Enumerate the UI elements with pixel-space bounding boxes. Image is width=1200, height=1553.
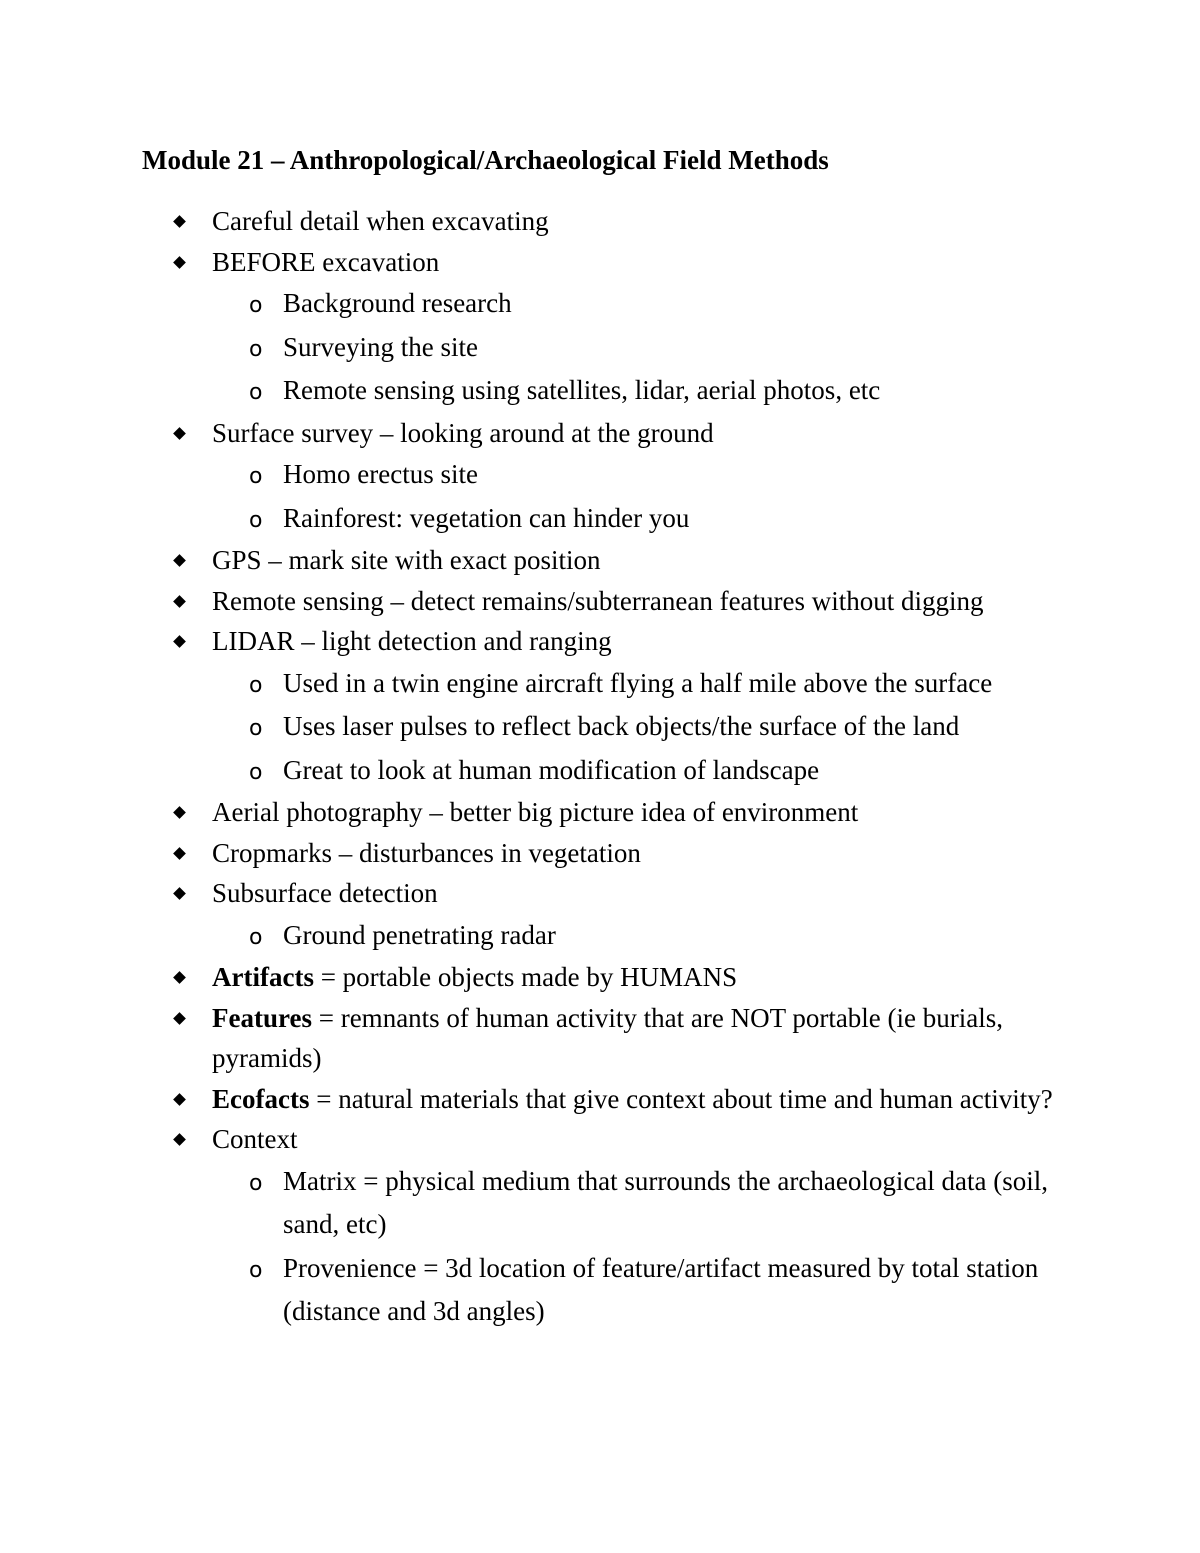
bullet-item bbox=[0, 242, 1200, 283]
bullet-text: Careful detail when excavating bbox=[212, 206, 549, 236]
sub-bullet-item bbox=[0, 705, 1200, 749]
circle-bullet-icon: o bbox=[249, 507, 263, 533]
circle-bullet-icon: o bbox=[249, 1257, 263, 1283]
sub-bullet-item bbox=[0, 497, 1200, 541]
term-label: Features bbox=[212, 1002, 312, 1033]
bullet-icon bbox=[173, 256, 186, 269]
bullet-icon bbox=[173, 554, 186, 567]
sub-bullet-item bbox=[0, 326, 1200, 370]
bullet-text: = portable objects made by HUMANS bbox=[313, 962, 738, 992]
bullet-icon bbox=[173, 847, 186, 860]
bullet-item bbox=[0, 540, 1200, 581]
sub-bullet-text: Provenience = 3d location of feature/artifact measured by total station (distance and 3d angles) bbox=[283, 1252, 1039, 1326]
circle-bullet-icon: o bbox=[249, 380, 263, 405]
sub-bullet-item bbox=[0, 914, 1200, 958]
bullet-text: Subsurface detection bbox=[212, 878, 438, 908]
bullet-text: LIDAR – light detection and ranging bbox=[212, 626, 612, 656]
document-title: Module 21 – Anthropological/Archaeological Field Methods bbox=[142, 145, 829, 175]
bullet-icon bbox=[173, 635, 186, 648]
sub-bullet-item bbox=[0, 369, 1200, 413]
term-label: Artifacts bbox=[212, 962, 314, 992]
bullet-icon bbox=[173, 887, 186, 900]
bullet-icon bbox=[173, 595, 186, 608]
sub-bullet-text: Background research bbox=[283, 288, 512, 318]
sub-bullet-text: Ground penetrating radar bbox=[283, 919, 556, 950]
bullet-item bbox=[0, 873, 1200, 914]
circle-bullet-icon: o bbox=[249, 924, 263, 950]
sub-bullet-text: Great to look at human modification of landscape bbox=[283, 754, 820, 785]
sub-bullet-item bbox=[0, 282, 1200, 326]
bullet-icon bbox=[173, 1012, 186, 1025]
bullet-item bbox=[0, 1079, 1200, 1120]
bullet-item bbox=[0, 1119, 1200, 1160]
circle-bullet-icon: o bbox=[249, 759, 263, 785]
bullet-item bbox=[0, 621, 1200, 662]
sub-bullet-text: Used in a twin engine aircraft flying a half mile above the surface bbox=[283, 667, 993, 698]
bullet-icon bbox=[173, 1093, 186, 1106]
bullet-text: = remnants of human activity that are NOT portable (ie burials, pyramids) bbox=[212, 1002, 1004, 1073]
bullet-text: Context bbox=[212, 1124, 298, 1154]
bullet-icon bbox=[173, 427, 186, 440]
bullet-outline bbox=[0, 201, 1200, 1334]
circle-bullet-icon: o bbox=[249, 672, 263, 698]
bullet-item bbox=[0, 201, 1200, 242]
bullet-icon bbox=[173, 806, 186, 819]
sub-bullet-text: Matrix = physical medium that surrounds the archaeological data (soil, sand, etc) bbox=[283, 1165, 1049, 1239]
bullet-item bbox=[0, 833, 1200, 874]
sub-bullet-item bbox=[0, 1247, 1200, 1334]
bullet-item bbox=[0, 998, 1200, 1079]
sub-bullet-text: Uses laser pulses to reflect back objects/the surface of the land bbox=[283, 711, 960, 741]
term-label: Ecofacts bbox=[212, 1083, 310, 1114]
sub-bullet-text: Rainforest: vegetation can hinder you bbox=[283, 502, 690, 533]
sub-bullet-item bbox=[0, 453, 1200, 497]
bullet-text: Surface survey – looking around at the ground bbox=[212, 417, 714, 448]
bullet-text: BEFORE excavation bbox=[212, 246, 440, 277]
circle-bullet-icon: o bbox=[249, 1170, 263, 1196]
bullet-text: Remote sensing – detect remains/subterranean features without digging bbox=[212, 585, 984, 616]
bullet-icon bbox=[173, 971, 186, 984]
bullet-item bbox=[0, 413, 1200, 454]
circle-bullet-icon: o bbox=[249, 293, 263, 318]
sub-bullet-text: Homo erectus site bbox=[283, 459, 478, 489]
sub-bullet-text: Remote sensing using satellites, lidar, aerial photos, etc bbox=[283, 375, 881, 405]
bullet-icon bbox=[173, 1133, 186, 1146]
sub-bullet-item bbox=[0, 1160, 1200, 1247]
circle-bullet-icon: o bbox=[249, 464, 263, 489]
bullet-text: Cropmarks – disturbances in vegetation bbox=[212, 837, 641, 868]
bullet-icon bbox=[173, 215, 186, 228]
sub-bullet-item bbox=[0, 749, 1200, 793]
sub-bullet-text: Surveying the site bbox=[283, 331, 478, 362]
bullet-item bbox=[0, 792, 1200, 833]
bullet-item bbox=[0, 581, 1200, 622]
bullet-item bbox=[0, 957, 1200, 998]
bullet-text: = natural materials that give context about time and human activity? bbox=[309, 1083, 1053, 1114]
bullet-text: GPS – mark site with exact position bbox=[212, 545, 601, 575]
circle-bullet-icon: o bbox=[249, 336, 263, 362]
sub-bullet-item bbox=[0, 662, 1200, 706]
bullet-text: Aerial photography – better big picture idea of environment bbox=[212, 797, 859, 827]
circle-bullet-icon: o bbox=[249, 716, 263, 741]
